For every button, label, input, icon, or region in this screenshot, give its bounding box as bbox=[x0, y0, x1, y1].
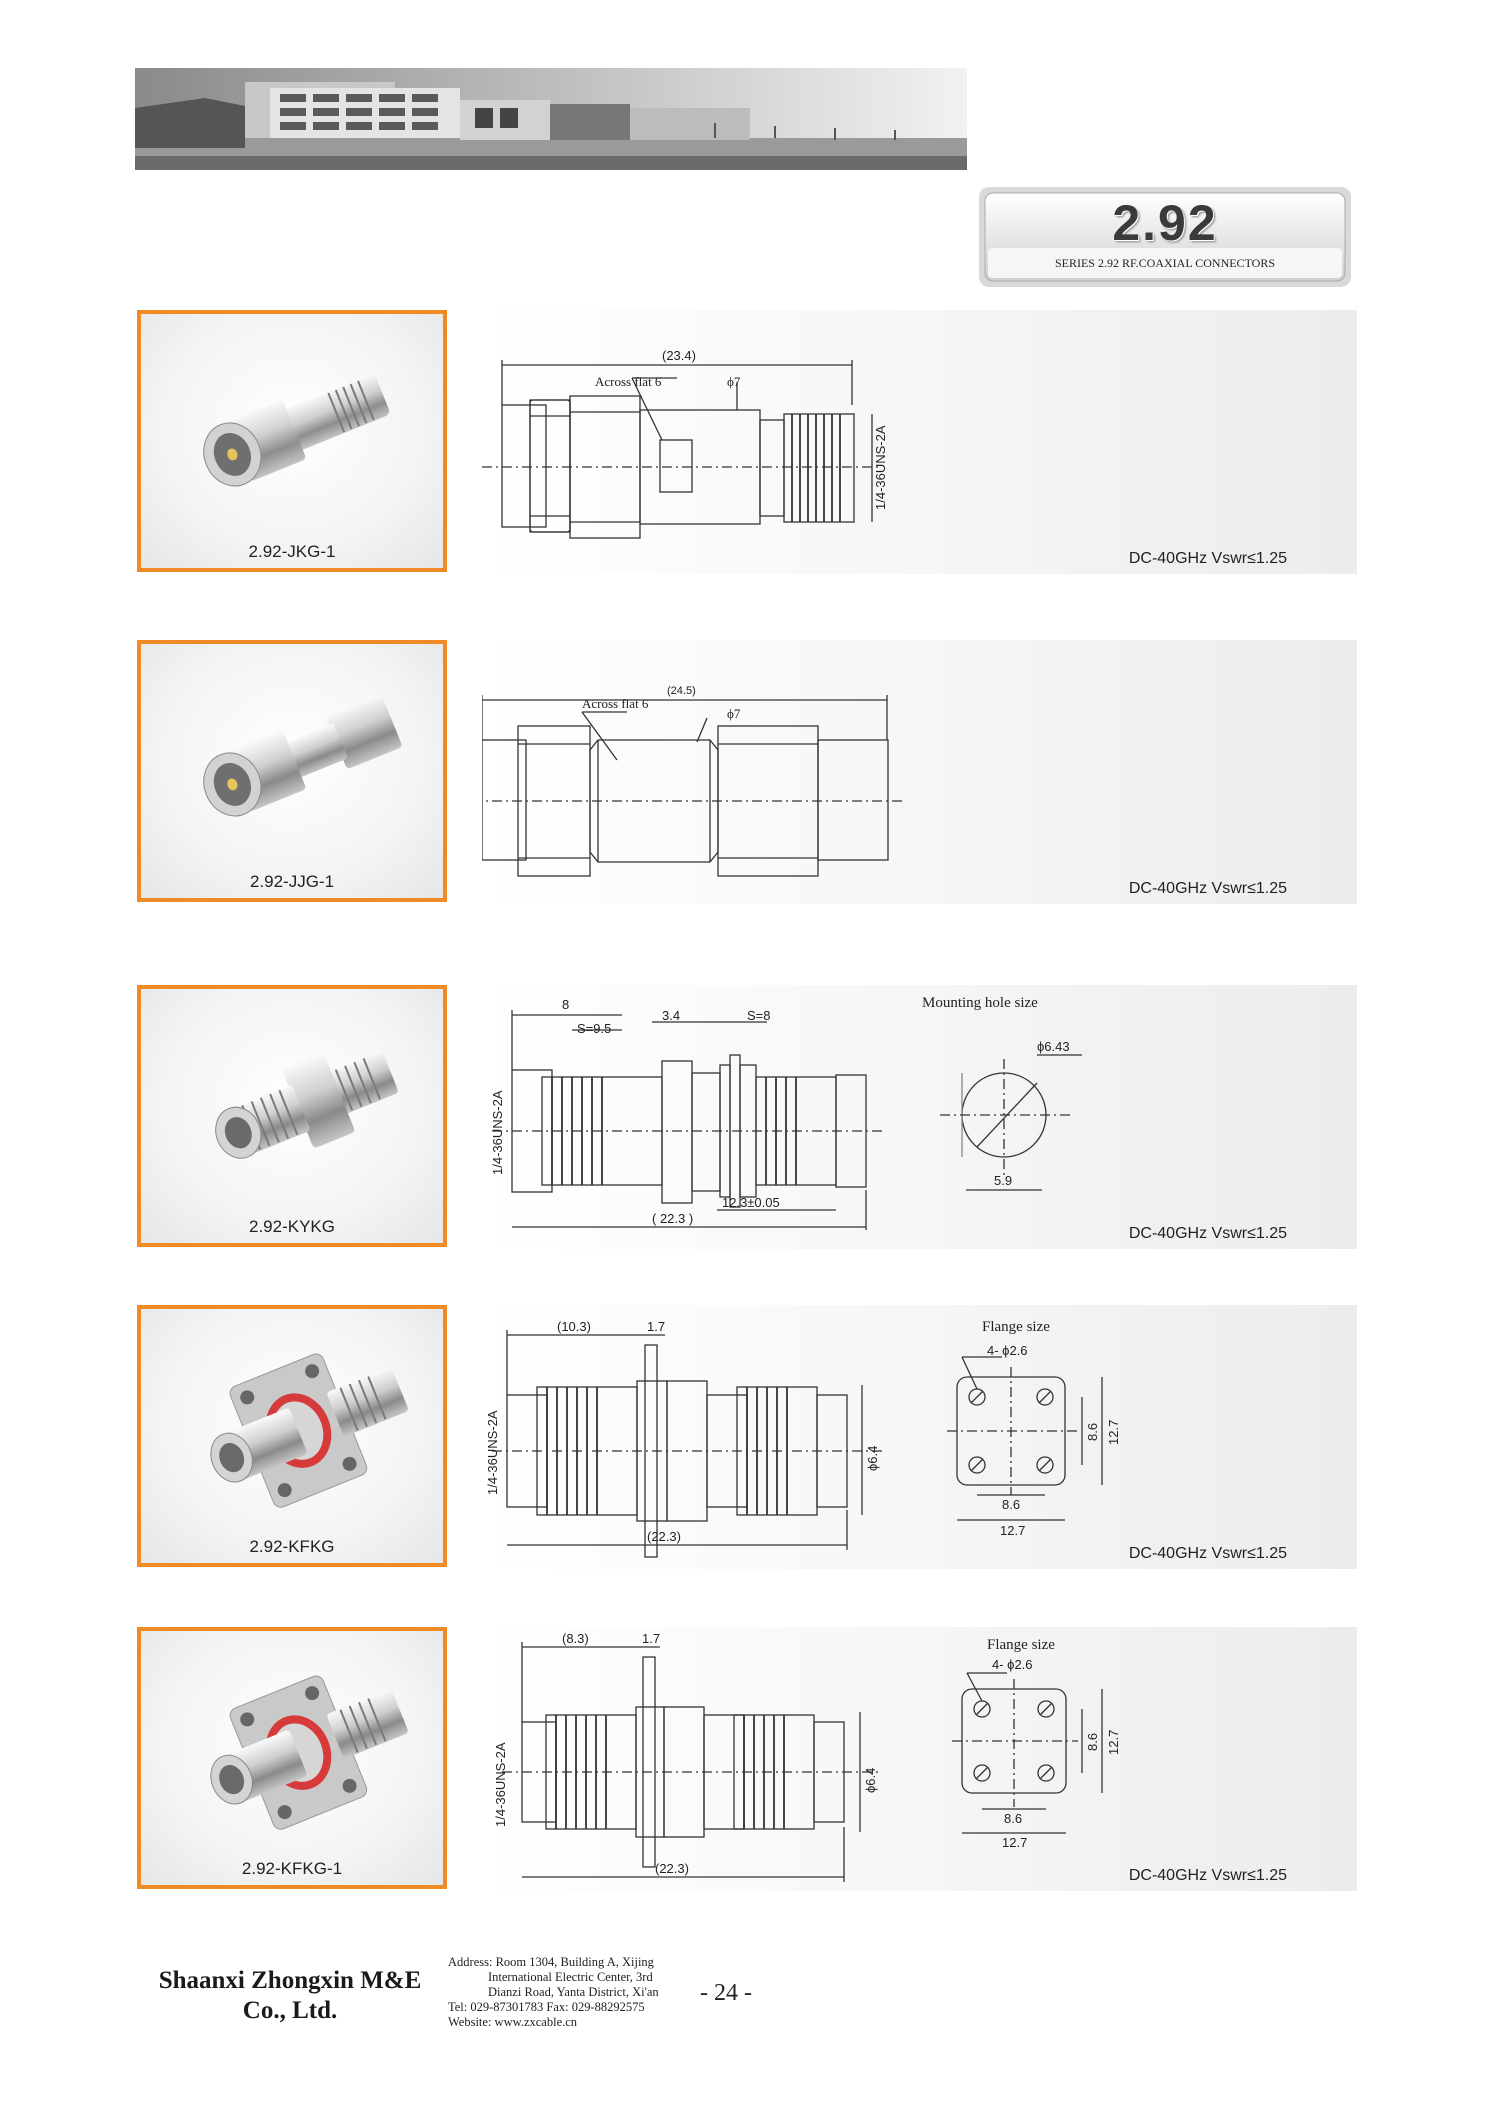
technical-drawing-kykg bbox=[482, 985, 1357, 1249]
product-photo-kfkg bbox=[137, 1305, 447, 1567]
spec-text: DC-40GHz Vswr≤1.25 bbox=[1128, 1867, 1287, 1884]
dim-across-flat: Across flat 6 bbox=[595, 374, 662, 389]
technical-drawing-kfkg bbox=[482, 1305, 1357, 1569]
dim-inner: 8.6 bbox=[1004, 1811, 1023, 1826]
product-name-label: 2.92-KFKG bbox=[249, 1537, 335, 1556]
spec-text: DC-40GHz Vswr≤1.25 bbox=[1128, 550, 1287, 567]
series-title: 2.92 bbox=[1112, 195, 1218, 251]
dim-length: ( 22.3 ) bbox=[652, 1211, 694, 1226]
dim-length: (22.3) bbox=[647, 1529, 681, 1544]
dim-length: (23.4) bbox=[662, 348, 696, 363]
dim-diameter: ϕ7 bbox=[727, 374, 741, 389]
dim-dia: ϕ6.4 bbox=[865, 1445, 880, 1471]
dim-hole-flat: 5.9 bbox=[994, 1173, 1013, 1188]
dim-s8: S=8 bbox=[747, 1008, 771, 1023]
dim-outer-v: 12.7 bbox=[1106, 1419, 1121, 1445]
connector-photo-icon bbox=[141, 1309, 443, 1563]
connector-photo-icon bbox=[141, 1631, 443, 1885]
dim-thread: 1/4-36UNS-2A bbox=[490, 1090, 505, 1175]
dim-83: (8.3) bbox=[562, 1631, 589, 1646]
drawing-panel-kfkg bbox=[482, 1305, 1357, 1569]
dim-inner-v: 8.6 bbox=[1085, 1422, 1100, 1441]
series-header-box bbox=[978, 186, 1352, 288]
dim-across-flat: Across flat 6 bbox=[582, 696, 649, 711]
dim-holes: 4- ϕ2.6 bbox=[992, 1657, 1033, 1672]
mounting-hole-title: Mounting hole size bbox=[922, 995, 1038, 1011]
spec-text: DC-40GHz Vswr≤1.25 bbox=[1128, 880, 1287, 897]
dim-8: 8 bbox=[562, 997, 570, 1012]
connector-photo-icon bbox=[141, 989, 443, 1243]
dim-inner: 8.6 bbox=[1002, 1497, 1021, 1512]
product-name-label: 2.92-JJG-1 bbox=[249, 872, 335, 891]
dim-hole-dia: ϕ6.43 bbox=[1037, 1039, 1070, 1054]
drawing-panel-jkg-1 bbox=[482, 310, 1357, 574]
connector-photo-icon bbox=[141, 644, 443, 898]
product-name-label: 2.92-KFKG-1 bbox=[241, 1859, 343, 1878]
dim-thread: 1/4-36UNS-2A bbox=[873, 425, 888, 510]
product-photo-kykg bbox=[137, 985, 447, 1247]
spec-text: DC-40GHz Vswr≤1.25 bbox=[1128, 1225, 1287, 1242]
drawing-panel-jjg-1 bbox=[482, 640, 1357, 904]
footer-address bbox=[448, 1955, 659, 2030]
footer-phone: Tel: 029-87301783 Fax: 029-88292575 bbox=[448, 2000, 645, 2014]
product-photo-jkg-1 bbox=[137, 310, 447, 572]
dim-thread: 1/4-36UNS-2A bbox=[485, 1410, 500, 1495]
technical-drawing-jkg-1 bbox=[482, 310, 1357, 574]
dim-diameter: ϕ7 bbox=[727, 706, 741, 721]
dim-outer: 12.7 bbox=[1000, 1523, 1026, 1538]
flange-title: Flange size bbox=[982, 1319, 1050, 1335]
series-subtitle: SERIES 2.92 RF.COAXIAL CONNECTORS bbox=[1054, 256, 1276, 270]
dim-length: (22.3) bbox=[655, 1861, 689, 1876]
page-number: - 24 - bbox=[700, 1980, 752, 2006]
footer-company bbox=[140, 1966, 440, 2026]
connector-photo-icon bbox=[141, 314, 443, 568]
technical-drawing-jjg-1 bbox=[482, 640, 1357, 904]
spec-text: DC-40GHz Vswr≤1.25 bbox=[1128, 1545, 1287, 1562]
product-photo-kfkg-1 bbox=[137, 1627, 447, 1889]
product-name-label: 2.92-JKG-1 bbox=[248, 542, 336, 561]
dim-34: 3.4 bbox=[662, 1008, 681, 1023]
address-line-3: Dianzi Road, Yanta District, Xi'an bbox=[488, 1985, 659, 1999]
dim-inner-v: 8.6 bbox=[1085, 1732, 1100, 1751]
footer-website: Website: www.zxcable.cn bbox=[448, 2015, 578, 2029]
flange-title: Flange size bbox=[987, 1637, 1055, 1653]
dim-103: (10.3) bbox=[557, 1319, 591, 1334]
drawing-panel-kfkg-1 bbox=[482, 1627, 1357, 1891]
address-line-2: International Electric Center, 3rd bbox=[488, 1970, 653, 1984]
address-line-1: Address: Room 1304, Building A, Xijing bbox=[448, 1955, 654, 1969]
dim-17: 1.7 bbox=[647, 1319, 666, 1334]
dim-length: (24.5) bbox=[667, 685, 696, 697]
header-banner-image bbox=[135, 68, 967, 170]
dim-holes: 4- ϕ2.6 bbox=[987, 1343, 1028, 1358]
dim-outer: 12.7 bbox=[1002, 1835, 1028, 1850]
dim-17: 1.7 bbox=[642, 1631, 661, 1646]
technical-drawing-kfkg-1 bbox=[482, 1627, 1357, 1891]
dim-outer-v: 12.7 bbox=[1106, 1729, 1121, 1755]
dim-dia: ϕ6.4 bbox=[863, 1767, 878, 1793]
product-photo-jjg-1 bbox=[137, 640, 447, 902]
company-line-1: Shaanxi Zhongxin M&E bbox=[158, 1967, 422, 1994]
drawing-panel-kykg bbox=[482, 985, 1357, 1249]
product-name-label: 2.92-KYKG bbox=[249, 1217, 335, 1236]
company-line-2: Co., Ltd. bbox=[242, 1997, 338, 2024]
dim-s95: S=9.5 bbox=[577, 1021, 612, 1036]
dim-thread: 1/4-36UNS-2A bbox=[493, 1742, 508, 1827]
dim-123: 12.3±0.05 bbox=[722, 1195, 780, 1210]
